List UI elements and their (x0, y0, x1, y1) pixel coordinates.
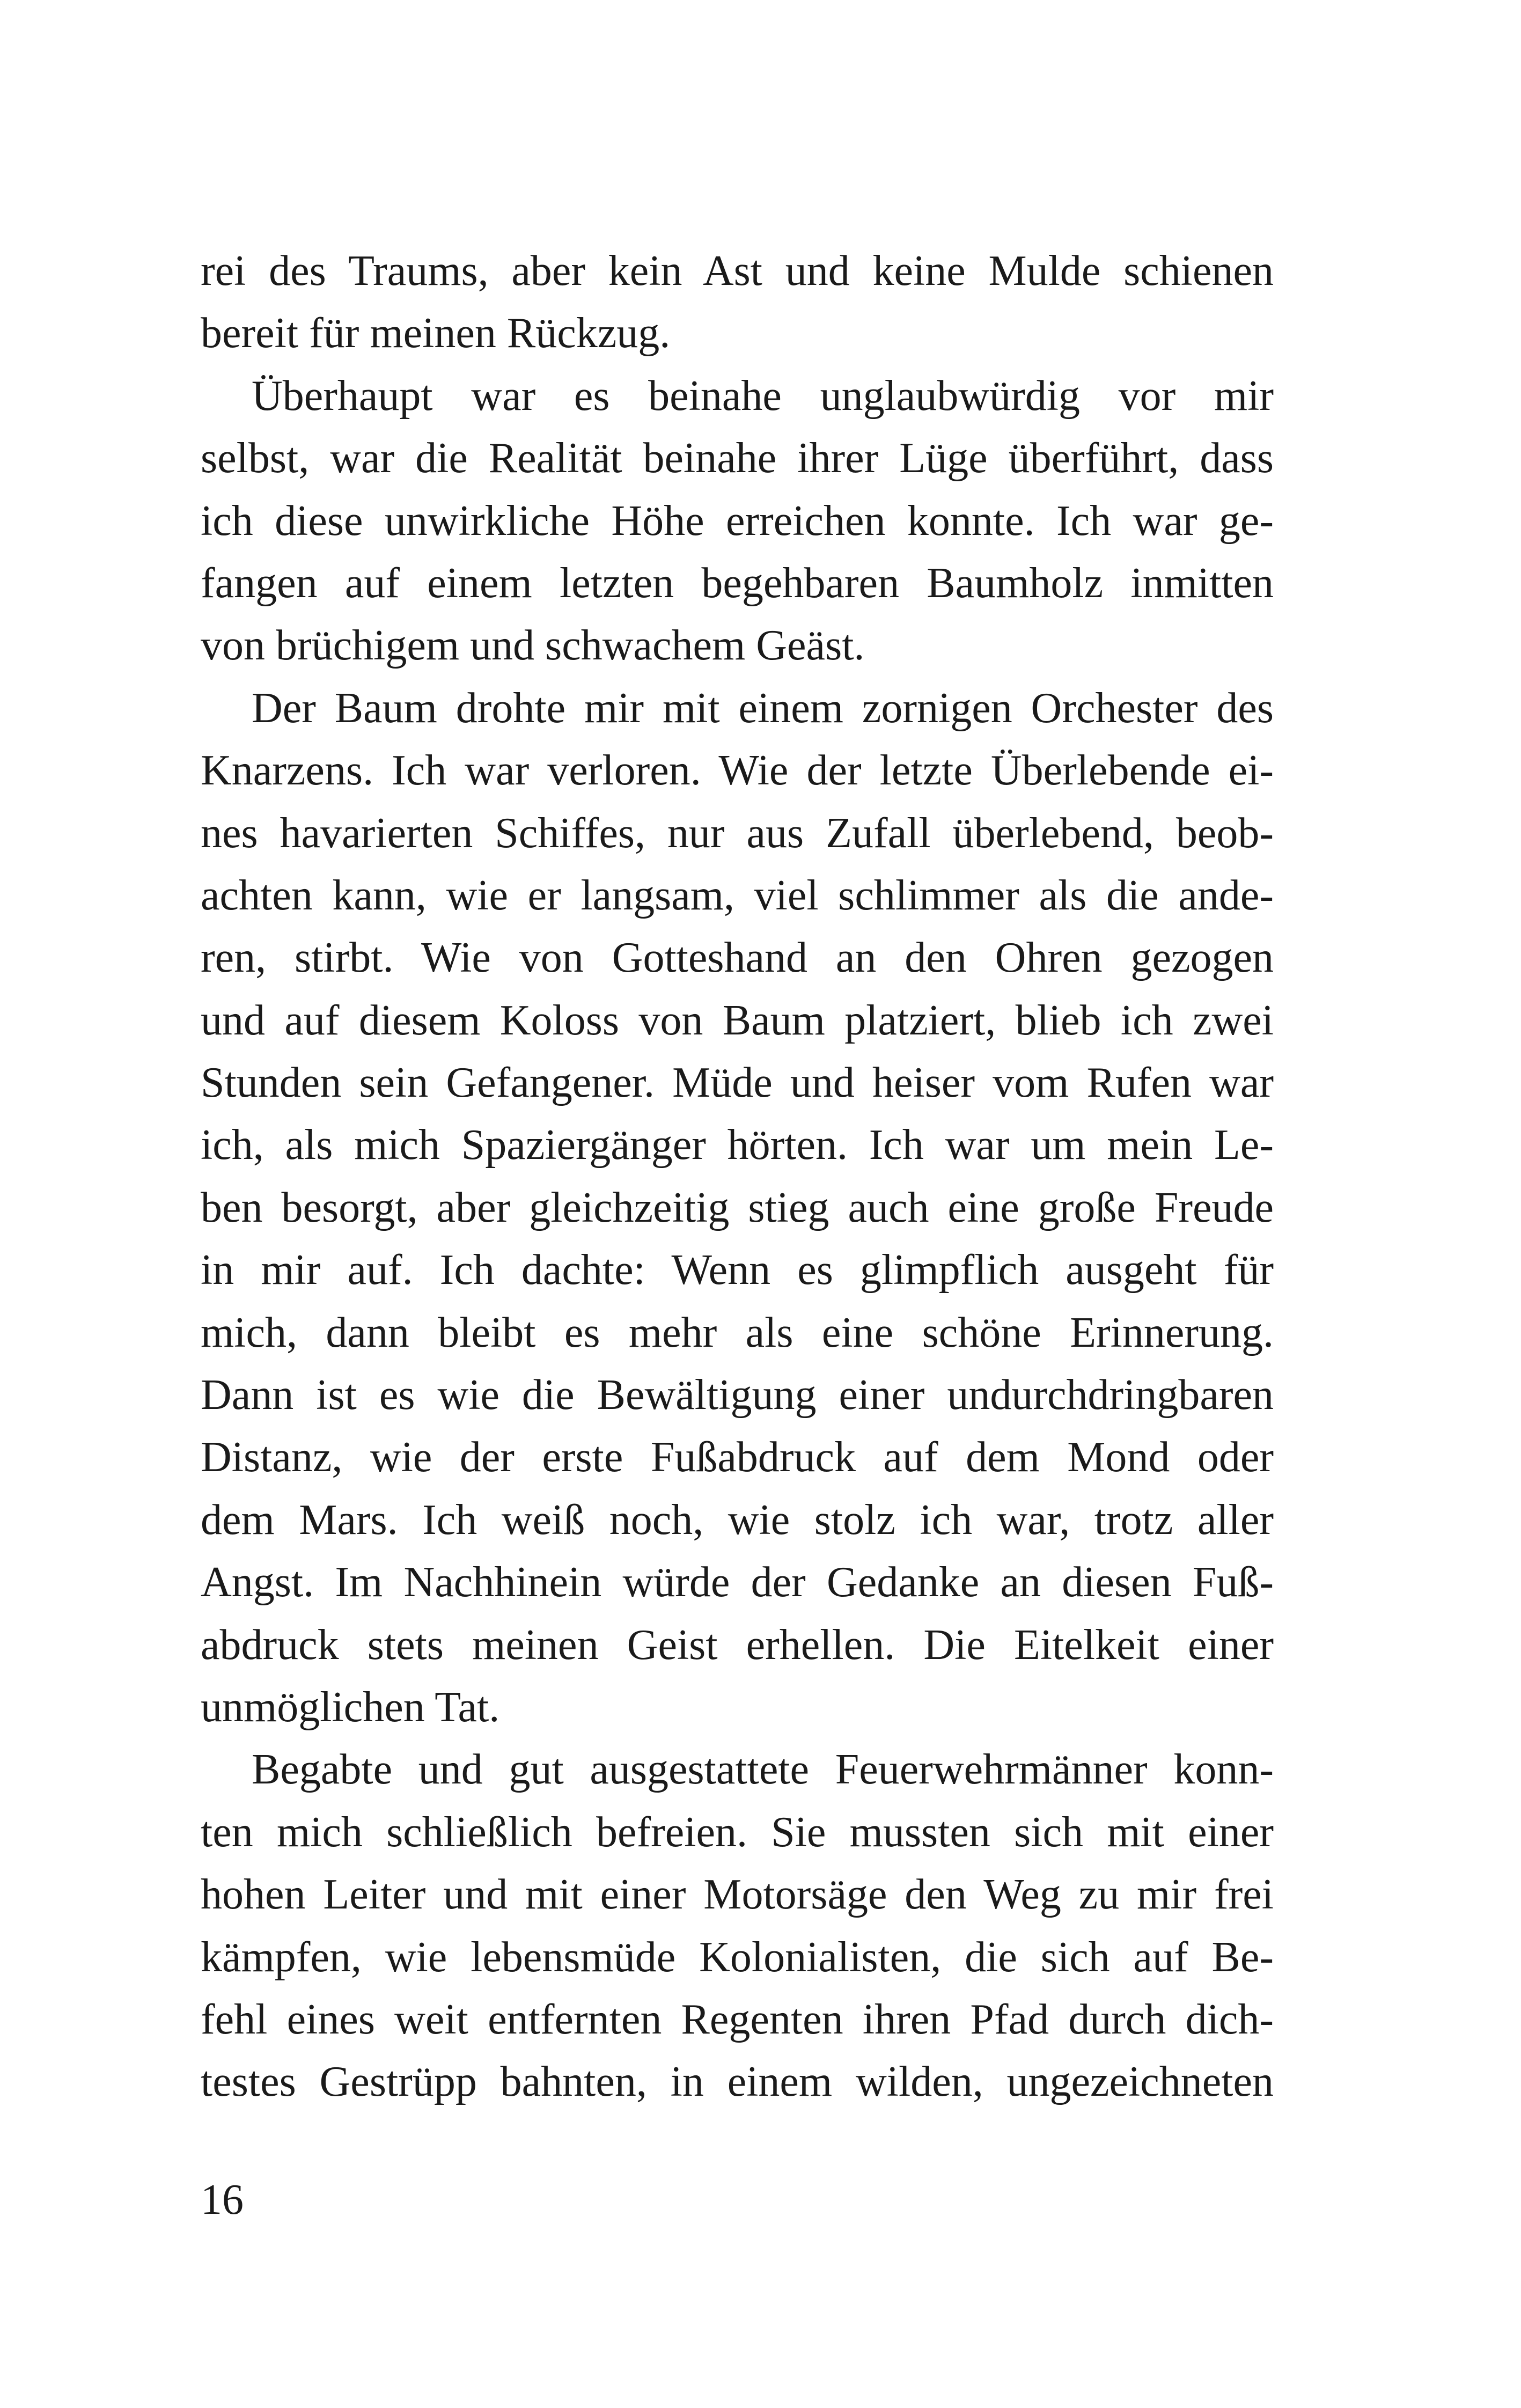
text-line: Distanz, wie der erste Fußabdruck auf dem Mond oder (201, 1434, 1274, 1481)
text-line: Knarzens. Ich war verloren. Wie der letzte Überlebende ei- (201, 747, 1274, 795)
text-line: von brüchigem und schwachem Geäst. (201, 622, 865, 670)
text-line: mich, dann bleibt es mehr als eine schöne Erinnerung. (201, 1309, 1274, 1356)
text-line: selbst, war die Realität beinahe ihrer Lüge überführt, dass (201, 435, 1274, 482)
text-line: ich diese unwirkliche Höhe erreichen konnte. Ich war ge- (201, 497, 1274, 545)
page-number: 16 (201, 2176, 244, 2223)
text-line: nes havarierten Schiffes, nur aus Zufall überlebend, beob- (201, 809, 1274, 857)
text-line: in mir auf. Ich dachte: Wenn es glimpflich ausgeht für (201, 1246, 1274, 1294)
text-line: testes Gestrüpp bahnten, in einem wilden, ungezeichneten (201, 2058, 1274, 2106)
text-line: Dann ist es wie die Bewältigung einer undurchdringbaren (201, 1371, 1274, 1419)
text-line: unmöglichen Tat. (201, 1683, 500, 1731)
text-line: bereit für meinen Rückzug. (201, 310, 671, 357)
text-line: fehl eines weit entfernten Regenten ihren Pfad durch dich- (201, 1995, 1274, 2043)
text-line: kämpfen, wie lebensmüde Kolonialisten, die sich auf Be- (201, 1933, 1274, 1981)
text-line: ich, als mich Spaziergänger hörten. Ich war um mein Le- (201, 1121, 1274, 1169)
text-line: Stunden sein Gefangener. Müde und heiser vom Rufen war (201, 1059, 1274, 1107)
text-line: hohen Leiter und mit einer Motorsäge den Weg zu mir frei (201, 1871, 1274, 1919)
text-line: ten mich schließlich befreien. Sie mussten sich mit einer (201, 1808, 1274, 1856)
body-text (201, 240, 1274, 2113)
paragraph (201, 1738, 1274, 2113)
text-line: dem Mars. Ich weiß noch, wie stolz ich war, trotz aller (201, 1496, 1274, 1544)
text-line: Begabte und gut ausgestattete Feuerwehrmänner konn- (252, 1746, 1274, 1794)
text-line: Angst. Im Nachhinein würde der Gedanke an diesen Fuß- (201, 1559, 1274, 1606)
text-line: fangen auf einem letzten begehbaren Baumholz inmitten (201, 559, 1274, 607)
text-line: Überhaupt war es beinahe unglaubwürdig vor mir (252, 372, 1274, 420)
text-line: rei des Traums, aber kein Ast und keine Mulde schienen (201, 247, 1274, 295)
text-line: Der Baum drohte mir mit einem zornigen Orchester des (252, 684, 1274, 732)
paragraph (201, 240, 1274, 365)
text-line: achten kann, wie er langsam, viel schlimmer als die ande- (201, 871, 1274, 919)
text-line: ren, stirbt. Wie von Gotteshand an den Ohren gezogen (201, 934, 1274, 982)
text-line: und auf diesem Koloss von Baum platziert, blieb ich zwei (201, 996, 1274, 1044)
text-line: abdruck stets meinen Geist erhellen. Die Eitelkeit einer (201, 1621, 1274, 1669)
text-line: ben besorgt, aber gleichzeitig stieg auch eine große Freude (201, 1184, 1274, 1231)
paragraph (201, 365, 1274, 677)
paragraph (201, 677, 1274, 1739)
